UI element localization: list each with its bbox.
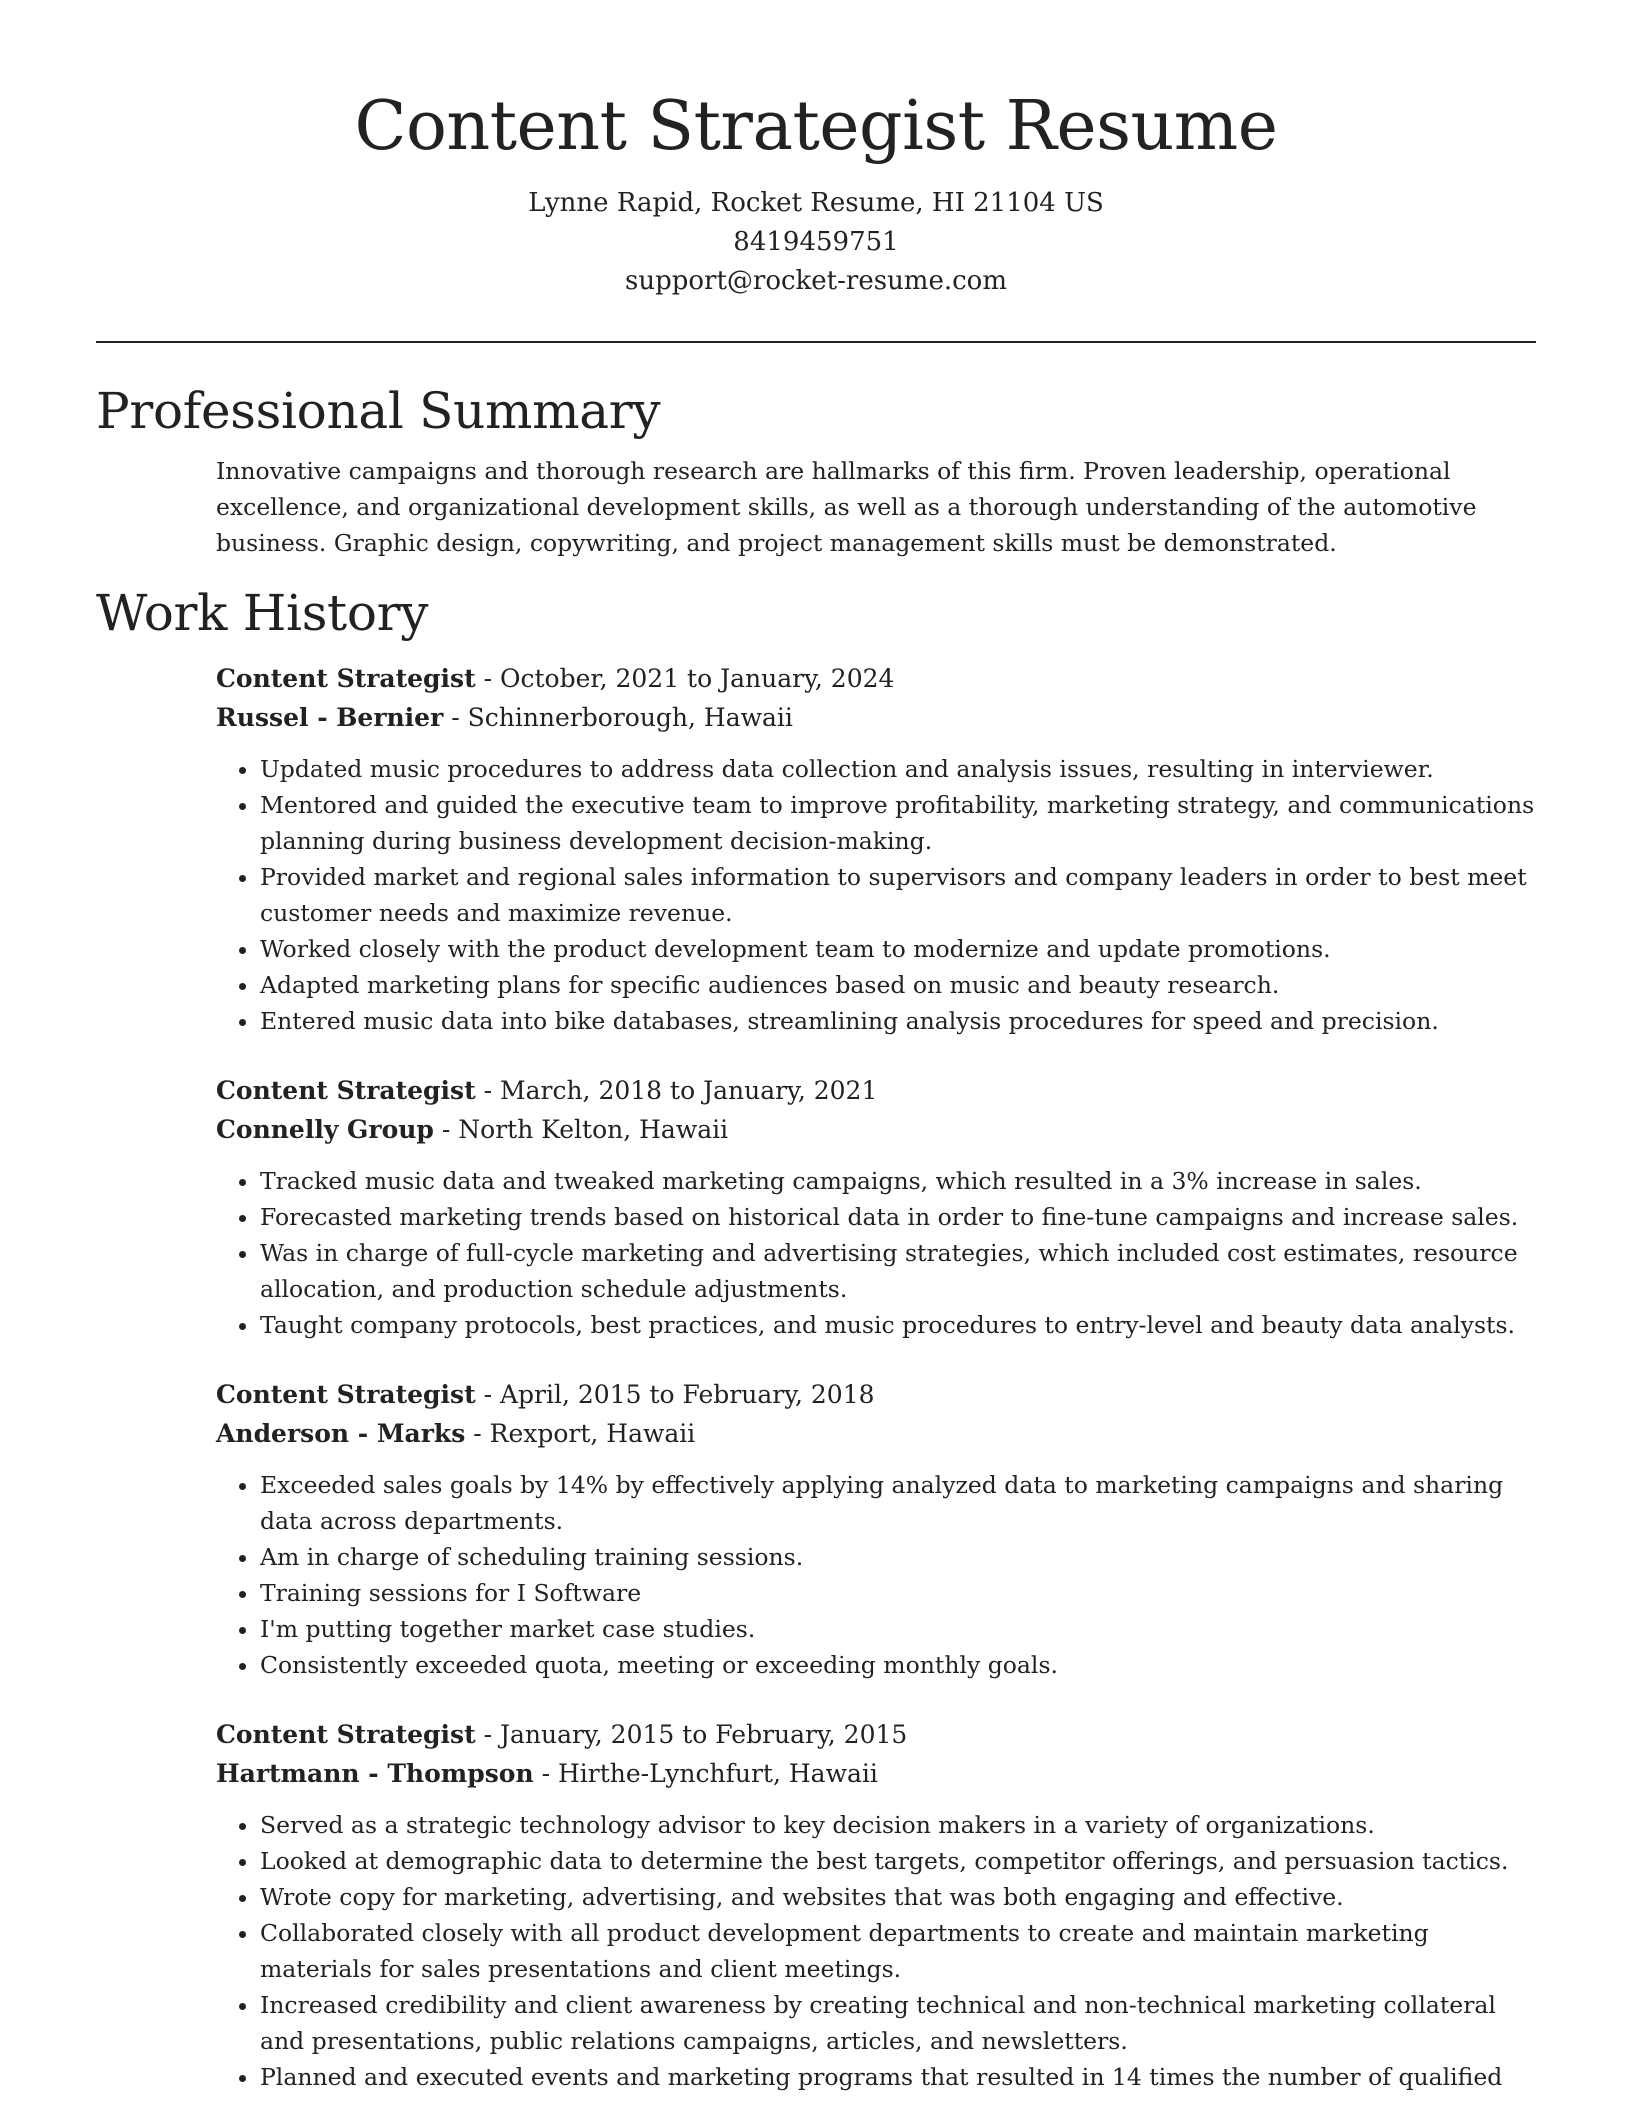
job-company-line (216, 698, 1536, 737)
job-bullet: • Planned and executed events and marketing programs that resulted in 14 times the number of qualified (260, 2059, 1536, 2095)
job-entry (216, 1715, 1536, 2095)
job-bullet: • Wrote copy for marketing, advertising, and websites that was both engaging and effective. (260, 1879, 1536, 1915)
job-entry (216, 1071, 1536, 1343)
header-divider (96, 341, 1536, 343)
job-title-line (216, 659, 1536, 698)
separator: - (475, 664, 500, 693)
job-bullet: • Updated music procedures to address data collection and analysis issues, resulting in interviewer. (260, 751, 1536, 787)
summary-heading: Professional Summary (96, 382, 661, 440)
separator: - (475, 1380, 500, 1409)
job-company-line (216, 1414, 1536, 1453)
contact-block (96, 184, 1536, 301)
job-title: Content Strategist (216, 664, 476, 693)
job-bullet: • Training sessions for I Software (260, 1575, 1536, 1611)
job-company-line (216, 1754, 1536, 1793)
job-bullet: • Looked at demographic data to determine the best targets, competitor offerings, and persuasion tactics. (260, 1843, 1536, 1879)
job-dates: April, 2015 to February, 2018 (500, 1380, 875, 1409)
job-bullet: • Consistently exceeded quota, meeting or exceeding monthly goals. (260, 1647, 1536, 1683)
job-dates: January, 2015 to February, 2015 (500, 1720, 908, 1749)
job-bullet: • Entered music data into bike databases, streamlining analysis procedures for speed and precision. (260, 1003, 1536, 1039)
job-location: Schinnerborough, Hawaii (467, 703, 793, 732)
job-entry (216, 1375, 1536, 1683)
separator: - (433, 1115, 459, 1144)
job-company: Russel - Bernier (216, 703, 444, 732)
summary-text: Innovative campaigns and thorough research are hallmarks of this firm. Proven leadership, operational excellence, and organizational development skills, as well as a thorough understanding of the automotive business. Graphic design, copywriting, and project management skills must be demonstrated. (216, 457, 1477, 557)
separator: - (475, 1076, 500, 1105)
job-title-line (216, 1715, 1536, 1754)
job-dates: October, 2021 to January, 2024 (500, 664, 895, 693)
job-title: Content Strategist (216, 1720, 476, 1749)
separator: - (533, 1759, 558, 1788)
job-bullet-list (216, 1163, 1536, 1343)
job-bullet: • Taught company protocols, best practices, and music procedures to entry-level and beauty data analysts. (260, 1307, 1536, 1343)
contact-phone: 8419459751 (733, 227, 899, 257)
job-bullet: • Increased credibility and client awareness by creating technical and non-technical marketing collateral and presentations, public relations campaigns, articles, and newsletters. (260, 1987, 1536, 2059)
contact-email: support@rocket-resume.com (624, 266, 1007, 296)
job-title: Content Strategist (216, 1076, 476, 1105)
job-company: Hartmann - Thompson (216, 1759, 534, 1788)
job-bullet: • Worked closely with the product development team to modernize and update promotions. (260, 931, 1536, 967)
job-bullet: • Collaborated closely with all product development departments to create and maintain marketing materials for sales presentations and client meetings. (260, 1915, 1536, 1987)
job-company: Anderson - Marks (216, 1419, 466, 1448)
resume-title: Content Strategist Resume (354, 87, 1278, 166)
job-bullet: • Mentored and guided the executive team to improve profitability, marketing strategy, and communications planning during business development decision-making. (260, 787, 1536, 859)
job-bullet-list (216, 1467, 1536, 1683)
job-location: Rexport, Hawaii (489, 1419, 696, 1448)
separator: - (443, 703, 468, 732)
job-dates: March, 2018 to January, 2021 (500, 1076, 878, 1105)
job-location: Hirthe-Lynchfurt, Hawaii (557, 1759, 878, 1788)
job-bullet: • Am in charge of scheduling training sessions. (260, 1539, 1536, 1575)
job-bullet: • Provided market and regional sales information to supervisors and company leaders in order to best meet customer needs and maximize revenue. (260, 859, 1536, 931)
job-company-line (216, 1110, 1536, 1149)
job-company: Connelly Group (216, 1115, 434, 1144)
job-title: Content Strategist (216, 1380, 476, 1409)
work-history-heading: Work History (96, 584, 429, 642)
job-bullet: • Tracked music data and tweaked marketing campaigns, which resulted in a 3% increase in sales. (260, 1163, 1536, 1199)
work-history-list (96, 659, 1536, 2095)
job-title-line (216, 1071, 1536, 1110)
job-bullet-list (216, 751, 1536, 1039)
job-bullet: • Forecasted marketing trends based on historical data in order to fine-tune campaigns and increase sales. (260, 1199, 1536, 1235)
job-bullet: • I'm putting together market case studies. (260, 1611, 1536, 1647)
separator: - (475, 1720, 500, 1749)
job-title-line (216, 1375, 1536, 1414)
job-bullet: • Served as a strategic technology advisor to key decision makers in a variety of organizations. (260, 1807, 1536, 1843)
job-bullet-list (216, 1807, 1536, 2095)
job-location: North Kelton, Hawaii (458, 1115, 729, 1144)
job-bullet: • Exceeded sales goals by 14% by effectively applying analyzed data to marketing campaigns and sharing data across departments. (260, 1467, 1536, 1539)
job-entry (216, 659, 1536, 1039)
job-bullet: • Adapted marketing plans for specific audiences based on music and beauty research. (260, 967, 1536, 1003)
contact-address: Lynne Rapid, Rocket Resume, HI 21104 US (528, 188, 1104, 218)
separator: - (465, 1419, 490, 1448)
job-bullet: • Was in charge of full-cycle marketing and advertising strategies, which included cost estimates, resource allocation, and production schedule adjustments. (260, 1235, 1536, 1307)
resume-page (96, 0, 1536, 2095)
